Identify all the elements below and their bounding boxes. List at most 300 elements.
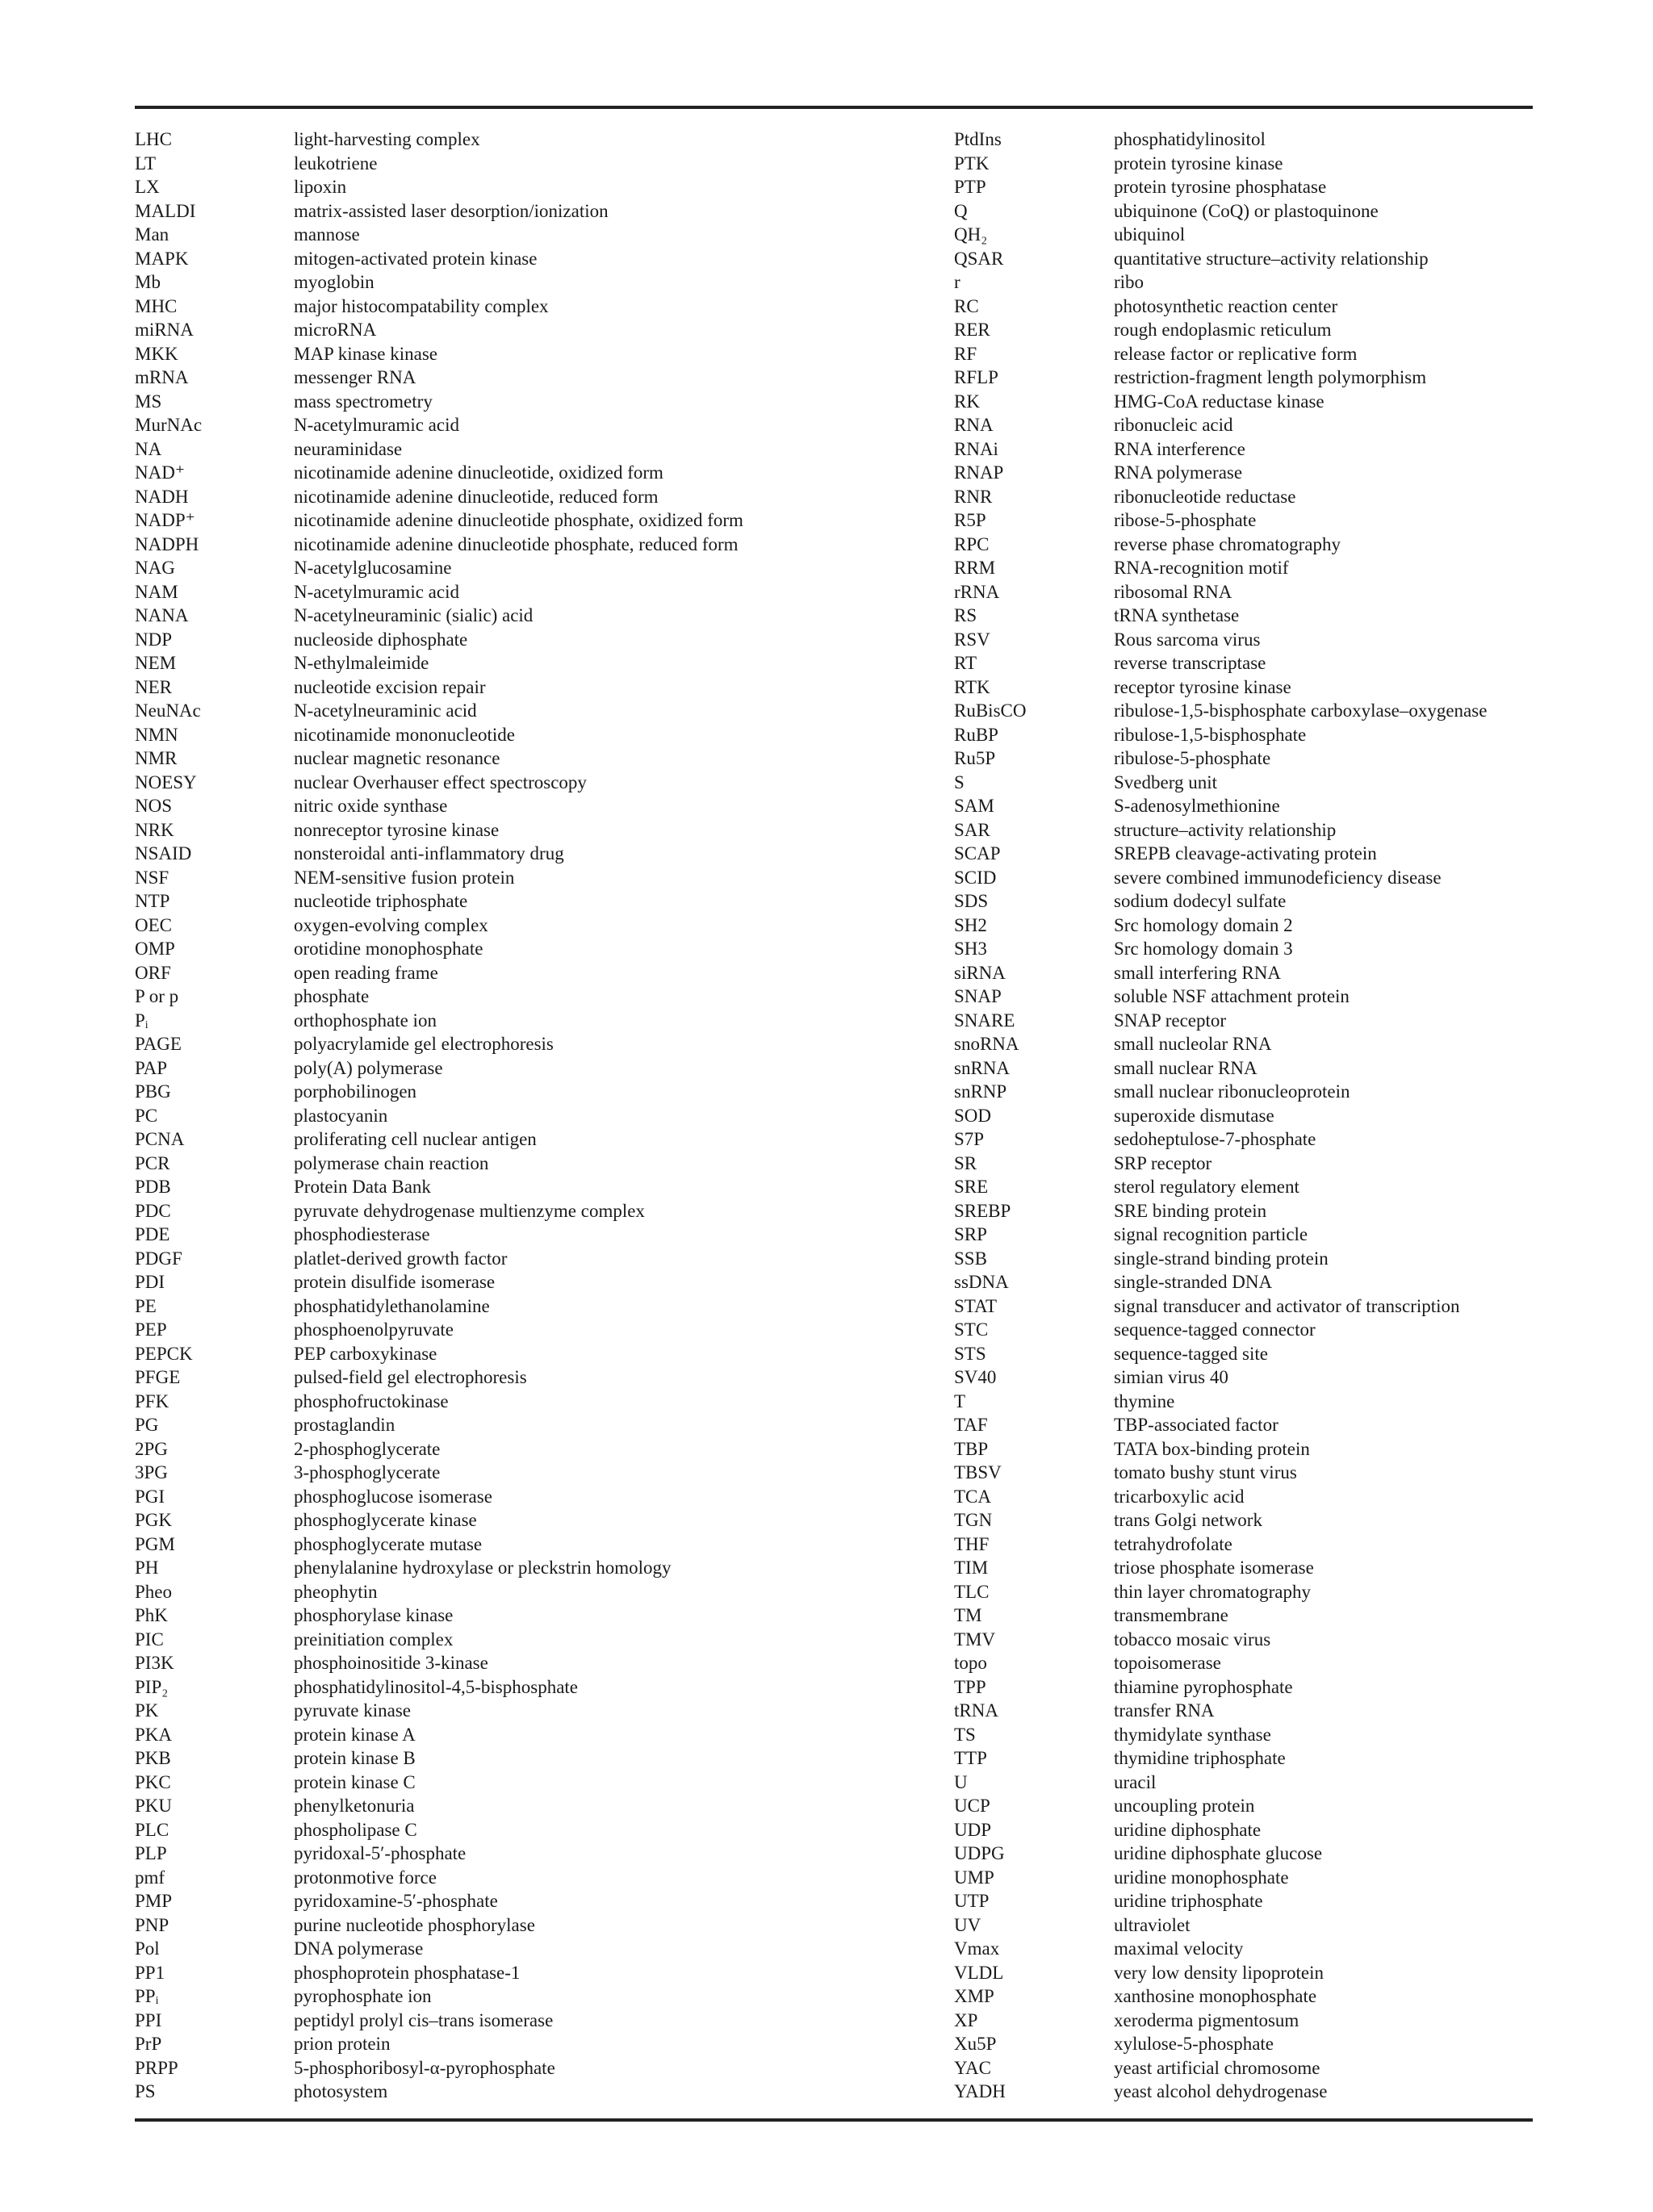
abbreviation: ssDNA <box>954 1272 1009 1292</box>
abbreviation-row <box>135 628 845 652</box>
abbreviation-row <box>135 699 845 723</box>
abbreviation-row <box>954 1009 1543 1033</box>
abbreviation: PKC <box>135 1771 171 1792</box>
abbreviation-row <box>135 1746 845 1771</box>
abbreviation: PI3K <box>135 1653 174 1673</box>
definition: rough endoplasmic reticulum <box>1114 320 1332 340</box>
abbreviation: PKB <box>135 1748 171 1768</box>
definition: phosphoprotein phosphatase-1 <box>294 1962 521 1983</box>
abbreviation-row <box>954 1104 1543 1128</box>
definition: open reading frame <box>294 962 438 983</box>
abbreviation-row <box>135 175 845 199</box>
abbreviation-row <box>954 1842 1543 1866</box>
definition: nucleotide excision repair <box>294 676 486 697</box>
abbreviation: QSAR <box>954 248 1004 269</box>
definition: sterol regulatory element <box>1114 1177 1299 1197</box>
abbreviation-row <box>954 1365 1543 1390</box>
abbreviation: RSV <box>954 629 990 650</box>
abbreviation: SSB <box>954 1248 987 1269</box>
abbreviation-row <box>954 699 1543 723</box>
abbreviation-row <box>135 1247 845 1271</box>
abbreviation: U <box>954 1771 968 1792</box>
abbreviation-row <box>135 461 845 485</box>
abbreviation: RK <box>954 391 980 412</box>
abbreviation-row <box>954 533 1543 557</box>
abbreviation: snRNA <box>954 1057 1011 1078</box>
definition: protein tyrosine kinase <box>1114 153 1283 174</box>
abbreviation-row <box>954 1461 1543 1485</box>
definition: Rous sarcoma virus <box>1114 629 1261 650</box>
abbreviation: NANA <box>135 605 189 625</box>
abbreviation-row <box>135 318 845 342</box>
abbreviation: PCNA <box>135 1129 185 1149</box>
definition: polyacrylamide gel electrophoresis <box>294 1034 554 1054</box>
definition: myoglobin <box>294 272 375 292</box>
definition: oxygen-evolving complex <box>294 914 488 935</box>
definition: single-strand binding protein <box>1114 1248 1329 1269</box>
abbreviation: PS <box>135 2081 156 2101</box>
abbreviation-row <box>135 1533 845 1557</box>
abbreviation-row <box>954 675 1543 700</box>
definition: plastocyanin <box>294 1105 388 1126</box>
abbreviation-row <box>135 413 845 437</box>
abbreviation: PNP <box>135 1914 169 1935</box>
abbreviation-row <box>954 1984 1543 2009</box>
definition: nicotinamide adenine dinucleotide phosphate, oxidized form <box>294 510 743 530</box>
abbreviation: PFGE <box>135 1367 181 1387</box>
abbreviation-row <box>954 295 1543 319</box>
abbreviation: UTP <box>954 1891 990 1911</box>
definition: topoisomerase <box>1114 1653 1221 1673</box>
abbreviation-row <box>954 223 1543 247</box>
abbreviation: 3PG <box>135 1462 168 1482</box>
abbreviation: NDP <box>135 629 173 650</box>
abbreviation-row <box>954 794 1543 818</box>
abbreviation: RRM <box>954 558 996 578</box>
abbreviation: PtdIns <box>954 129 1002 149</box>
definition: prion protein <box>294 2034 391 2054</box>
abbreviation: STC <box>954 1319 989 1340</box>
definition: nicotinamide mononucleotide <box>294 724 516 745</box>
abbreviation: UDPG <box>954 1843 1005 1863</box>
definition: phosphatidylinositol-4,5-bisphosphate <box>294 1676 579 1697</box>
abbreviation: OMP <box>135 939 175 959</box>
abbreviation: MALDI <box>135 200 196 221</box>
definition: phosphodiesterase <box>294 1224 430 1244</box>
abbreviation-row <box>954 1127 1543 1152</box>
definition: phospholipase C <box>294 1819 417 1840</box>
abbreviation: PDC <box>135 1200 171 1221</box>
abbreviation: RPC <box>954 533 990 554</box>
abbreviation: NOS <box>135 796 173 816</box>
definition: 5-phosphoribosyl-α-pyrophosphate <box>294 2057 555 2078</box>
definition: SRE binding protein <box>1114 1200 1267 1221</box>
abbreviation: S7P <box>954 1129 985 1149</box>
definition: SNAP receptor <box>1114 1010 1227 1031</box>
definition: mannose <box>294 224 360 245</box>
definition: porphobilinogen <box>294 1081 417 1102</box>
abbreviation-row <box>954 651 1543 675</box>
abbreviation: NADP⁺ <box>135 510 195 530</box>
definition: uridine diphosphate <box>1114 1819 1262 1840</box>
abbreviation: SRE <box>954 1177 989 1197</box>
abbreviation-row <box>954 961 1543 985</box>
definition: tricarboxylic acid <box>1114 1486 1245 1507</box>
abbreviation: MAPK <box>135 248 189 269</box>
definition: single-stranded DNA <box>1114 1272 1273 1292</box>
abbreviation: LHC <box>135 129 172 149</box>
abbreviation: RF <box>954 343 977 364</box>
abbreviation-row <box>135 1675 845 1700</box>
definition: neuraminidase <box>294 438 403 459</box>
abbreviation-row <box>135 556 845 580</box>
abbreviation-row <box>135 533 845 557</box>
definition: uridine triphosphate <box>1114 1891 1263 1911</box>
abbreviation-row <box>954 1533 1543 1557</box>
abbreviation: LT <box>135 153 156 174</box>
definition: phosphate <box>294 986 370 1006</box>
abbreviation: PEP <box>135 1319 167 1340</box>
abbreviation-row <box>954 128 1543 152</box>
definition: matrix-assisted laser desorption/ionization <box>294 200 609 221</box>
definition: N-acetylneuraminic acid <box>294 700 477 721</box>
definition: DNA polymerase <box>294 1938 424 1959</box>
abbreviation: UDP <box>954 1819 992 1840</box>
definition: proliferating cell nuclear antigen <box>294 1129 537 1149</box>
definition: ubiquinol <box>1114 224 1186 245</box>
definition: HMG-CoA reductase kinase <box>1114 391 1324 412</box>
definition: release factor or replicative form <box>1114 343 1358 364</box>
abbreviation: topo <box>954 1653 987 1673</box>
definition: PEP carboxykinase <box>294 1343 437 1364</box>
definition: N-acetylneuraminic (sialic) acid <box>294 605 534 625</box>
abbreviation: rRNA <box>954 581 1000 602</box>
definition: phosphorylase kinase <box>294 1605 454 1625</box>
abbreviation: SR <box>954 1152 977 1173</box>
abbreviation: SAM <box>954 796 994 816</box>
definition: phosphoenolpyruvate <box>294 1319 454 1340</box>
abbreviation-row <box>135 1508 845 1533</box>
abbreviation-row <box>135 1913 845 1938</box>
abbreviation: PDI <box>135 1272 165 1292</box>
abbreviation-row <box>135 794 845 818</box>
abbreviation-row <box>954 1556 1543 1580</box>
definition: sedoheptulose-7-phosphate <box>1114 1129 1316 1149</box>
abbreviation-row <box>135 128 845 152</box>
definition: pyrophosphate ion <box>294 1986 432 2006</box>
definition: ribose-5-phosphate <box>1114 510 1257 530</box>
definition: 3-phosphoglycerate <box>294 1462 441 1482</box>
abbreviation: UMP <box>954 1867 994 1888</box>
abbreviation-row <box>135 223 845 247</box>
abbreviation-row <box>135 1628 845 1652</box>
abbreviation-row <box>954 1056 1543 1081</box>
definition: uridine monophosphate <box>1114 1867 1289 1888</box>
abbreviation-row <box>954 1175 1543 1199</box>
abbreviation: RC <box>954 295 979 316</box>
abbreviation-row <box>954 1699 1543 1723</box>
definition: protonmotive force <box>294 1867 437 1888</box>
definition: reverse transcriptase <box>1114 653 1266 673</box>
abbreviation-row <box>954 1413 1543 1437</box>
definition: poly(A) polymerase <box>294 1057 443 1078</box>
abbreviation: NeuNAc <box>135 700 201 721</box>
abbreviation-row <box>954 556 1543 580</box>
abbreviation: PFK <box>135 1390 169 1411</box>
abbreviation: PRPP <box>135 2057 178 2078</box>
definition: small nucleolar RNA <box>1114 1034 1272 1054</box>
definition: phosphatidylethanolamine <box>294 1295 490 1316</box>
definition: tetrahydrofolate <box>1114 1533 1232 1554</box>
abbreviation: RNAP <box>954 462 1004 483</box>
abbreviation: STAT <box>954 1295 998 1316</box>
definition: protein kinase C <box>294 1771 416 1792</box>
abbreviation-row <box>954 2032 1543 2056</box>
abbreviation-row <box>135 508 845 533</box>
definition: ribulose-1,5-bisphosphate carboxylase–oxygenase <box>1114 700 1488 721</box>
definition: sequence-tagged site <box>1114 1343 1268 1364</box>
abbreviation-row <box>954 175 1543 199</box>
definition: uridine diphosphate glucose <box>1114 1843 1323 1863</box>
abbreviation: RFLP <box>954 367 998 387</box>
abbreviation: MS <box>135 391 162 412</box>
abbreviation-row <box>135 1080 845 1104</box>
abbreviation-row <box>135 152 845 176</box>
abbreviation: R5P <box>954 510 986 530</box>
abbreviation: PP1 <box>135 1962 165 1983</box>
abbreviation-row <box>135 1390 845 1414</box>
abbreviation: Xu5P <box>954 2034 997 2054</box>
abbreviation: Pᵢ <box>135 1010 149 1031</box>
definition: phosphatidylinositol <box>1114 129 1266 149</box>
abbreviation-row <box>954 152 1543 176</box>
abbreviation: RER <box>954 320 990 340</box>
abbreviation: tRNA <box>954 1700 998 1721</box>
abbreviation: miRNA <box>135 320 194 340</box>
abbreviation: NEM <box>135 653 177 673</box>
abbreviation: PAP <box>135 1057 168 1078</box>
abbreviation: PAGE <box>135 1034 182 1054</box>
definition: protein tyrosine phosphatase <box>1114 177 1327 197</box>
abbreviation-row <box>954 413 1543 437</box>
abbreviation: PTK <box>954 153 990 174</box>
abbreviation-row <box>954 1318 1543 1342</box>
definition: photosystem <box>294 2081 388 2101</box>
abbreviation-row <box>135 1604 845 1628</box>
abbreviation-row <box>135 295 845 319</box>
abbreviation-row <box>135 1056 845 1081</box>
abbreviation: NSAID <box>135 843 192 863</box>
definition: nicotinamide adenine dinucleotide phosphate, reduced form <box>294 533 739 554</box>
definition: reverse phase chromatography <box>1114 533 1341 554</box>
definition: signal transducer and activator of transcription <box>1114 1295 1460 1316</box>
abbreviation-row <box>954 1604 1543 1628</box>
definition: N-acetylglucosamine <box>294 558 452 578</box>
definition: thymine <box>1114 1390 1175 1411</box>
abbreviation-row <box>954 1508 1543 1533</box>
definition: N-acetylmuramic acid <box>294 415 459 435</box>
abbreviation-row <box>954 818 1543 843</box>
abbreviation-row <box>954 1866 1543 1890</box>
abbreviation: THF <box>954 1533 990 1554</box>
definition: RNA polymerase <box>1114 462 1243 483</box>
abbreviation-row <box>954 914 1543 938</box>
abbreviation: RNR <box>954 486 993 507</box>
abbreviation-row <box>135 1961 845 1985</box>
abbreviation-row <box>954 247 1543 271</box>
abbreviation-row <box>954 461 1543 485</box>
abbreviation: TIM <box>954 1558 989 1578</box>
abbreviation-row <box>954 628 1543 652</box>
definition: ribonucleic acid <box>1114 415 1233 435</box>
abbreviation-row <box>135 1223 845 1247</box>
abbreviation: PBG <box>135 1081 171 1102</box>
abbreviation-row <box>135 270 845 295</box>
abbreviation-row <box>954 366 1543 390</box>
definition: simian virus 40 <box>1114 1367 1228 1387</box>
abbreviation-row <box>135 1199 845 1223</box>
abbreviation-row <box>954 604 1543 628</box>
definition: signal recognition particle <box>1114 1224 1308 1244</box>
abbreviation: SV40 <box>954 1367 997 1387</box>
abbreviation-row <box>954 1032 1543 1056</box>
definition: RNA interference <box>1114 438 1245 459</box>
definition: receptor tyrosine kinase <box>1114 676 1291 697</box>
definition: quantitative structure–activity relationship <box>1114 248 1429 269</box>
abbreviation: MurNAc <box>135 415 203 435</box>
abbreviation: NAG <box>135 558 175 578</box>
definition: S-adenosylmethionine <box>1114 796 1280 816</box>
definition: structure–activity relationship <box>1114 819 1337 840</box>
abbreviation: UV <box>954 1914 981 1935</box>
abbreviation: RT <box>954 653 977 673</box>
definition: xylulose-5-phosphate <box>1114 2034 1274 2054</box>
abbreviation-row <box>954 842 1543 866</box>
abbreviation-row <box>135 437 845 462</box>
abbreviation-row <box>135 1152 845 1176</box>
abbreviation-row <box>135 818 845 843</box>
abbreviation: SCAP <box>954 843 1001 863</box>
abbreviation-row <box>135 2080 845 2104</box>
definition: xanthosine monophosphate <box>1114 1986 1317 2006</box>
abbreviation: S <box>954 771 965 792</box>
definition: lipoxin <box>294 177 347 197</box>
abbreviation-row <box>135 1866 845 1890</box>
abbreviation: PG <box>135 1415 159 1435</box>
definition: purine nucleotide phosphorylase <box>294 1914 535 1935</box>
definition: pyruvate kinase <box>294 1700 411 1721</box>
definition: messenger RNA <box>294 367 416 387</box>
abbreviation: NER <box>135 676 172 697</box>
abbreviation: ORF <box>135 962 171 983</box>
abbreviation: NADPH <box>135 533 199 554</box>
abbreviation: RuBP <box>954 724 998 745</box>
abbreviation: SH3 <box>954 939 987 959</box>
abbreviation-row <box>135 1413 845 1437</box>
abbreviation: snRNP <box>954 1081 1007 1102</box>
abbreviation-row <box>135 2009 845 2033</box>
definition: sodium dodecyl sulfate <box>1114 891 1287 911</box>
definition: protein disulfide isomerase <box>294 1272 496 1292</box>
abbreviation: 2PG <box>135 1438 168 1459</box>
abbreviation: Pol <box>135 1938 160 1959</box>
abbreviation-row <box>135 1818 845 1842</box>
definition: NEM-sensitive fusion protein <box>294 867 515 888</box>
abbreviation-row <box>135 651 845 675</box>
abbreviation-row <box>954 937 1543 961</box>
abbreviation: NAD⁺ <box>135 462 185 483</box>
abbreviation-row <box>135 390 845 414</box>
abbreviation: PPI <box>135 2009 162 2030</box>
abbreviation-row <box>135 1556 845 1580</box>
abbreviation: pmf <box>135 1867 165 1888</box>
definition: light-harvesting complex <box>294 129 480 149</box>
abbreviation: Mb <box>135 272 161 292</box>
abbreviation: Pheo <box>135 1581 172 1602</box>
abbreviation-row <box>135 1032 845 1056</box>
definition: TBP-associated factor <box>1114 1415 1278 1435</box>
definition: RNA-recognition motif <box>1114 558 1289 578</box>
abbreviation: VLDL <box>954 1962 1004 1983</box>
definition: xeroderma pigmentosum <box>1114 2009 1299 2030</box>
abbreviation: NOESY <box>135 771 197 792</box>
abbreviation-row <box>135 1889 845 1913</box>
definition: microRNA <box>294 320 377 340</box>
abbreviation: SDS <box>954 891 989 911</box>
abbreviation-row <box>954 1080 1543 1104</box>
abbreviation: TLC <box>954 1581 990 1602</box>
abbreviation: TBP <box>954 1438 989 1459</box>
abbreviation-row <box>954 270 1543 295</box>
abbreviation-row <box>954 1342 1543 1366</box>
abbreviation: NMN <box>135 724 178 745</box>
abbreviation-row <box>135 2056 845 2080</box>
abbreviation-row <box>954 1199 1543 1223</box>
top-rule <box>135 106 1533 109</box>
abbreviation: TCA <box>954 1486 991 1507</box>
abbreviation-row <box>135 1270 845 1294</box>
abbreviation-row <box>135 1699 845 1723</box>
definition: nuclear Overhauser effect spectroscopy <box>294 771 587 792</box>
abbreviation-row <box>135 1842 845 1866</box>
abbreviation-row <box>135 1580 845 1604</box>
definition: prostaglandin <box>294 1415 395 1435</box>
abbreviation-row <box>954 1913 1543 1938</box>
definition: thymidylate synthase <box>1114 1724 1271 1745</box>
definition: Svedberg unit <box>1114 771 1217 792</box>
abbreviation-row <box>954 1746 1543 1771</box>
abbreviation: PCR <box>135 1152 170 1173</box>
definition: uncoupling protein <box>1114 1796 1255 1816</box>
abbreviation: PLC <box>135 1819 169 1840</box>
definition: small nuclear ribonucleoprotein <box>1114 1081 1350 1102</box>
abbreviation: RS <box>954 605 977 625</box>
definition: pheophytin <box>294 1581 378 1602</box>
definition: nonsteroidal anti-inflammatory drug <box>294 843 564 863</box>
abbreviation-row <box>135 889 845 914</box>
abbreviation-row <box>135 2032 845 2056</box>
definition: peptidyl prolyl cis–trans isomerase <box>294 2009 554 2030</box>
abbreviation-row <box>954 746 1543 771</box>
abbreviation: SAR <box>954 819 990 840</box>
abbreviation: snoRNA <box>954 1034 1019 1054</box>
abbreviation: TTP <box>954 1748 987 1768</box>
abbreviation: PMP <box>135 1891 173 1911</box>
definition: tobacco mosaic virus <box>1114 1629 1271 1650</box>
definition: thymidine triphosphate <box>1114 1748 1286 1768</box>
definition: triose phosphate isomerase <box>1114 1558 1314 1578</box>
definition: ribosomal RNA <box>1114 581 1232 602</box>
